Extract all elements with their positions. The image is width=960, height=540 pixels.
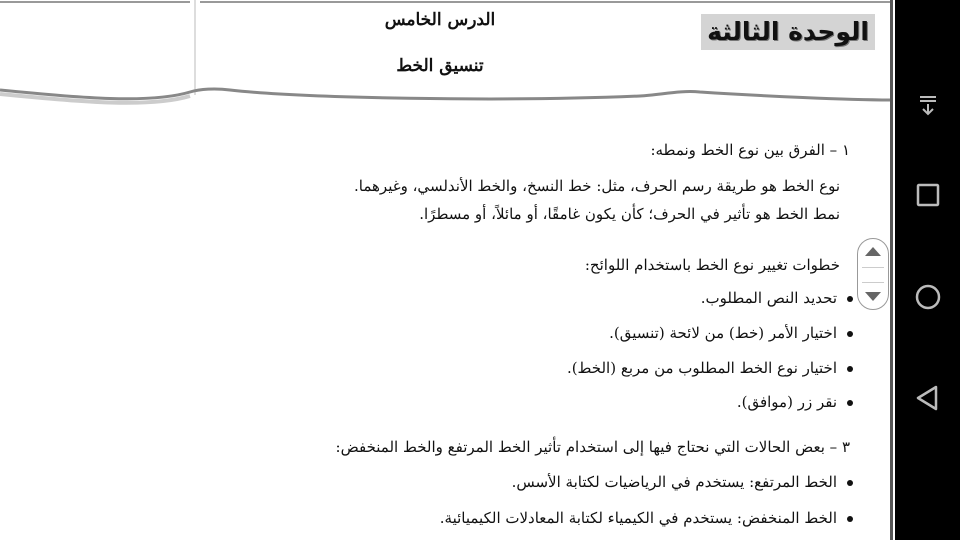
- scroll-grip[interactable]: [862, 267, 884, 283]
- list-item: نقر زر (موافق).: [737, 391, 853, 413]
- home-icon: [914, 283, 942, 311]
- lesson-number: الدرس الخامس: [384, 10, 496, 30]
- back-icon: [914, 384, 942, 412]
- bullet-icon: [847, 480, 853, 486]
- unit-title: الوحدة الثالثة: [701, 14, 875, 50]
- bullet-icon: [847, 366, 853, 372]
- bullet-icon: [847, 516, 853, 522]
- back-button[interactable]: [895, 368, 960, 428]
- collapse-icon: [916, 93, 940, 117]
- recents-button[interactable]: [895, 165, 960, 225]
- scroll-up-icon[interactable]: [865, 247, 881, 256]
- bullet-icon: [847, 296, 853, 302]
- bullet-icon: [847, 331, 853, 337]
- list-item: تحديد النص المطلوب.: [701, 287, 853, 309]
- section-3-heading: ٣ – بعض الحالات التي نحتاج فيها إلى استخدام تأثير الخط المرتفع والخط المنخفض:: [335, 438, 850, 456]
- list-item: اختيار الأمر (خط) من لائحة (تنسيق).: [609, 322, 853, 344]
- home-button[interactable]: [895, 267, 960, 327]
- android-navigation-bar: [895, 0, 960, 540]
- list-item: الخط المنخفض: يستخدم في الكيمياء لكتابة المعادلات الكيميائية.: [440, 507, 853, 529]
- list-item: الخط المرتفع: يستخدم في الرياضيات لكتابة الأسس.: [512, 471, 853, 493]
- section-1-heading: ١ – الفرق بين نوع الخط ونمطه:: [650, 141, 850, 159]
- section-1-line: نوع الخط هو طريقة رسم الحرف، مثل: خط النسخ، والخط الأندلسي، وغيرهما.: [354, 177, 840, 195]
- list-item: اختيار نوع الخط المطلوب من مربع (الخط).: [567, 357, 853, 379]
- page-border: [890, 0, 893, 540]
- section-1-line: نمط الخط هو تأثير في الحرف؛ كأن يكون غامقًا، أو مائلاً، أو مسطرًا.: [419, 205, 840, 223]
- collapse-button[interactable]: [895, 75, 960, 135]
- lesson-title: تنسيق الخط: [396, 56, 484, 76]
- bullet-icon: [847, 400, 853, 406]
- scroll-down-icon[interactable]: [865, 292, 881, 301]
- page-scroll-control[interactable]: [857, 238, 889, 310]
- recents-icon: [915, 182, 941, 208]
- section-2-heading: خطوات تغيير نوع الخط باستخدام اللوائح:: [584, 256, 840, 274]
